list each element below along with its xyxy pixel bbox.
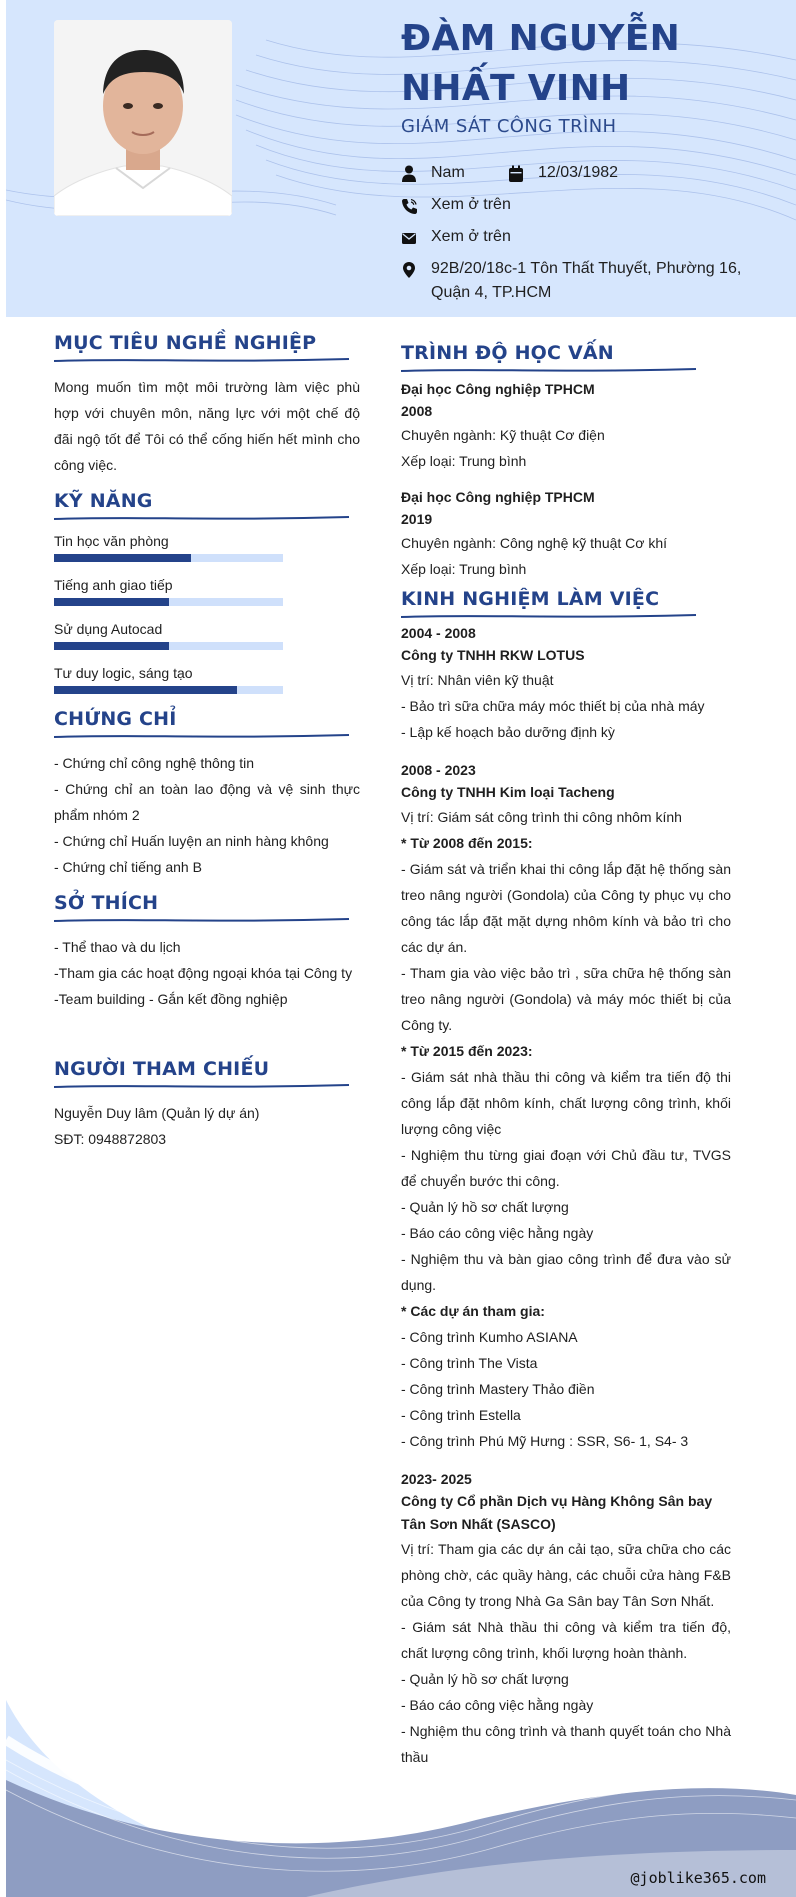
experience-company: Công ty TNHH RKW LOTUS <box>401 647 585 663</box>
objective-text: Mong muốn tìm một môi trường làm việc phù hợp với chuyên môn, năng lực với một chế độ đãi ngộ tốt để Tôi có thể cống hiến hết mình cho công việc. <box>54 379 360 473</box>
education-section <box>401 342 731 582</box>
footer-wave-decoration <box>6 1700 796 1897</box>
title-underline <box>54 514 354 522</box>
skill-bar-fill <box>54 554 191 562</box>
certificates-list <box>54 750 360 880</box>
experience-line: - Công trình Kumho ASIANA <box>401 1329 578 1345</box>
education-year: 2008 <box>401 403 433 419</box>
skill-bar-track <box>54 686 283 694</box>
certificate-item: - Chứng chỉ tiếng anh B <box>54 859 202 875</box>
references-section <box>54 1058 360 1152</box>
experience-company: Công ty Cổ phần Dịch vụ Hàng Không Sân bay Tân Sơn Nhất (SASCO) <box>401 1493 713 1532</box>
experience-line: - Bảo trì sữa chữa máy móc thiết bị của nhà máy <box>401 698 705 714</box>
experience-line: Vị trí: Tham gia các dự án cải tạo, sữa chữa cho các phòng chờ, các quầy hàng, các chuỗi cửa hàng F&B của Công ty trong Nhà Ga Sân bay Tân Sơn Nhất. <box>401 1541 731 1609</box>
info-birthday <box>508 164 618 185</box>
education-item <box>401 486 731 582</box>
skill-bar-fill <box>54 686 237 694</box>
phone-icon <box>401 197 417 215</box>
skill-label: Sử dụng Autocad <box>54 621 163 637</box>
right-column <box>401 342 731 1770</box>
experience-line: - Giám sát Nhà thầu thi công và kiểm tra tiến độ, chất lượng công trình, khối lượng hoàn thành. <box>401 1619 731 1661</box>
envelope-icon <box>401 229 417 247</box>
experience-line: Vị trí: Giám sát công trình thi công nhôm kính <box>401 809 682 825</box>
experience-line: - Báo cáo công việc hằng ngày <box>401 1225 594 1241</box>
birthday-value: 12/03/1982 <box>538 164 619 181</box>
map-pin-icon <box>401 261 417 279</box>
experience-section <box>401 588 731 1770</box>
experience-line: * Các dự án tham gia: <box>401 1303 545 1319</box>
title-underline <box>54 732 354 740</box>
address-value: 92B/20/18c-1 Tôn Thất Thuyết, Phường 16, Quận 4, TP.HCM <box>431 260 742 301</box>
education-major: Chuyên ngành: Công nghệ kỹ thuật Cơ khí <box>401 535 668 551</box>
hobbies-section <box>54 892 360 1012</box>
gender-value: Nam <box>431 164 465 181</box>
title-underline <box>401 612 701 620</box>
certificate-item: - Chứng chỉ Huấn luyện an ninh hàng không <box>54 833 329 849</box>
hobby-item: -Team building - Gắn kết đồng nghiệp <box>54 991 288 1007</box>
hobby-item: -Tham gia các hoạt động ngoại khóa tại Công ty <box>54 965 353 981</box>
skill-bar-track <box>54 642 283 650</box>
education-year: 2019 <box>401 511 433 527</box>
hobbies-title: SỞ THÍCH <box>54 892 159 914</box>
experience-line: * Từ 2008 đến 2015: <box>401 835 533 851</box>
info-gender <box>401 164 465 185</box>
skill-item <box>54 664 360 694</box>
email-value: Xem ở trên <box>431 228 511 245</box>
watermark: @joblike365.com <box>630 1869 766 1887</box>
skill-bar-fill <box>54 598 169 606</box>
experience-line: - Quản lý hồ sơ chất lượng <box>401 1199 569 1215</box>
hobbies-list <box>54 934 360 1012</box>
calendar-icon <box>508 165 524 183</box>
experience-period: 2023- 2025 <box>401 1471 472 1487</box>
education-grade: Xếp loại: Trung bình <box>401 561 527 577</box>
education-list <box>401 378 731 582</box>
cv-page <box>6 0 796 1897</box>
certificates-section <box>54 708 360 880</box>
hobby-item: - Thể thao và du lịch <box>54 939 181 955</box>
title-underline <box>54 1082 354 1090</box>
experience-line: - Giám sát nhà thầu thi công và kiểm tra tiến độ thi công lắp đặt nhôm kính, chất lượng công trình, khối lượng công việc <box>401 1069 731 1137</box>
education-grade: Xếp loại: Trung bình <box>401 453 527 469</box>
experience-line: - Giám sát và triển khai thi công lắp đặt hệ thống sàn treo nâng người (Gondola) của Công ty phục vụ cho công tác lắp đặt mặt dựng nhôm kính và bảo trì cho các dự án. <box>401 861 731 955</box>
skill-item <box>54 532 360 562</box>
skill-bar-track <box>54 598 283 606</box>
person-icon <box>401 165 417 183</box>
experience-line: - Công trình Mastery Thảo điền <box>401 1381 595 1397</box>
skills-list <box>54 532 360 694</box>
experience-line: - Tham gia vào việc bảo trì , sữa chữa hệ thống sàn treo nâng người (Gondola) và máy móc thiết bị của Công ty. <box>401 965 731 1033</box>
references-title: NGƯỜI THAM CHIẾU <box>54 1058 270 1080</box>
reference-item: SĐT: 0948872803 <box>54 1131 167 1147</box>
experience-item <box>401 622 731 745</box>
experience-period: 2004 - 2008 <box>401 625 476 641</box>
certificates-title: CHỨNG CHỈ <box>54 708 177 730</box>
skill-bar-track <box>54 554 283 562</box>
left-column <box>54 332 360 1152</box>
skill-item <box>54 576 360 606</box>
experience-line: * Từ 2015 đến 2023: <box>401 1043 533 1059</box>
experience-line: - Lập kế hoạch bảo dưỡng định kỳ <box>401 724 615 740</box>
candidate-name: ĐÀM NGUYỄN NHẤT VINH <box>401 18 681 109</box>
references-list <box>54 1100 360 1152</box>
experience-line: Vị trí: Nhân viên kỹ thuật <box>401 672 554 688</box>
experience-line: - Nghiệm thu công trình và thanh quyết toán cho Nhà thầu <box>401 1723 731 1765</box>
experience-line: - Báo cáo công việc hằng ngày <box>401 1697 594 1713</box>
objective-title: MỤC TIÊU NGHỀ NGHIỆP <box>54 332 317 354</box>
job-title: GIÁM SÁT CÔNG TRÌNH <box>401 116 617 137</box>
skills-title: KỸ NĂNG <box>54 490 153 512</box>
reference-item: Nguyễn Duy lâm (Quản lý dự án) <box>54 1105 260 1121</box>
skill-label: Tư duy logic, sáng tạo <box>54 665 193 681</box>
title-underline <box>54 916 354 924</box>
header-band <box>6 0 796 317</box>
experience-line: - Công trình The Vista <box>401 1355 538 1371</box>
profile-photo <box>54 20 232 216</box>
experience-line: - Nghiệm thu và bàn giao công trình để đưa vào sử dụng. <box>401 1251 731 1293</box>
education-school: Đại học Công nghiệp TPHCM <box>401 489 595 505</box>
education-item <box>401 378 731 474</box>
experience-line: - Nghiệm thu từng giai đoạn với Chủ đầu tư, TVGS để chuyển bước thi công. <box>401 1147 731 1189</box>
certificate-item: - Chứng chỉ an toàn lao động và vệ sinh thực phẩm nhóm 2 <box>54 781 360 823</box>
experience-list <box>401 622 731 1770</box>
skills-section <box>54 490 360 694</box>
skill-bar-fill <box>54 642 169 650</box>
experience-line: - Công trình Phú Mỹ Hưng : SSR, S6- 1, S4- 3 <box>401 1433 689 1449</box>
education-major: Chuyên ngành: Kỹ thuật Cơ điện <box>401 427 605 443</box>
experience-line: - Công trình Estella <box>401 1407 521 1423</box>
experience-title: KINH NGHIỆM LÀM VIỆC <box>401 588 660 610</box>
experience-item <box>401 759 731 1454</box>
experience-period: 2008 - 2023 <box>401 762 476 778</box>
info-email <box>401 228 511 249</box>
info-phone <box>401 196 511 217</box>
experience-line: - Quản lý hồ sơ chất lượng <box>401 1671 569 1687</box>
education-school: Đại học Công nghiệp TPHCM <box>401 381 595 397</box>
info-address <box>401 260 771 305</box>
objective-section <box>54 332 360 478</box>
title-underline <box>54 356 354 364</box>
skill-item <box>54 620 360 650</box>
education-title: TRÌNH ĐỘ HỌC VẤN <box>401 342 614 364</box>
experience-company: Công ty TNHH Kim loại Tacheng <box>401 784 615 800</box>
skill-label: Tiếng anh giao tiếp <box>54 577 173 593</box>
certificate-item: - Chứng chỉ công nghệ thông tin <box>54 755 255 771</box>
skill-label: Tin học văn phòng <box>54 533 169 549</box>
phone-value: Xem ở trên <box>431 196 511 213</box>
title-underline <box>401 366 701 374</box>
